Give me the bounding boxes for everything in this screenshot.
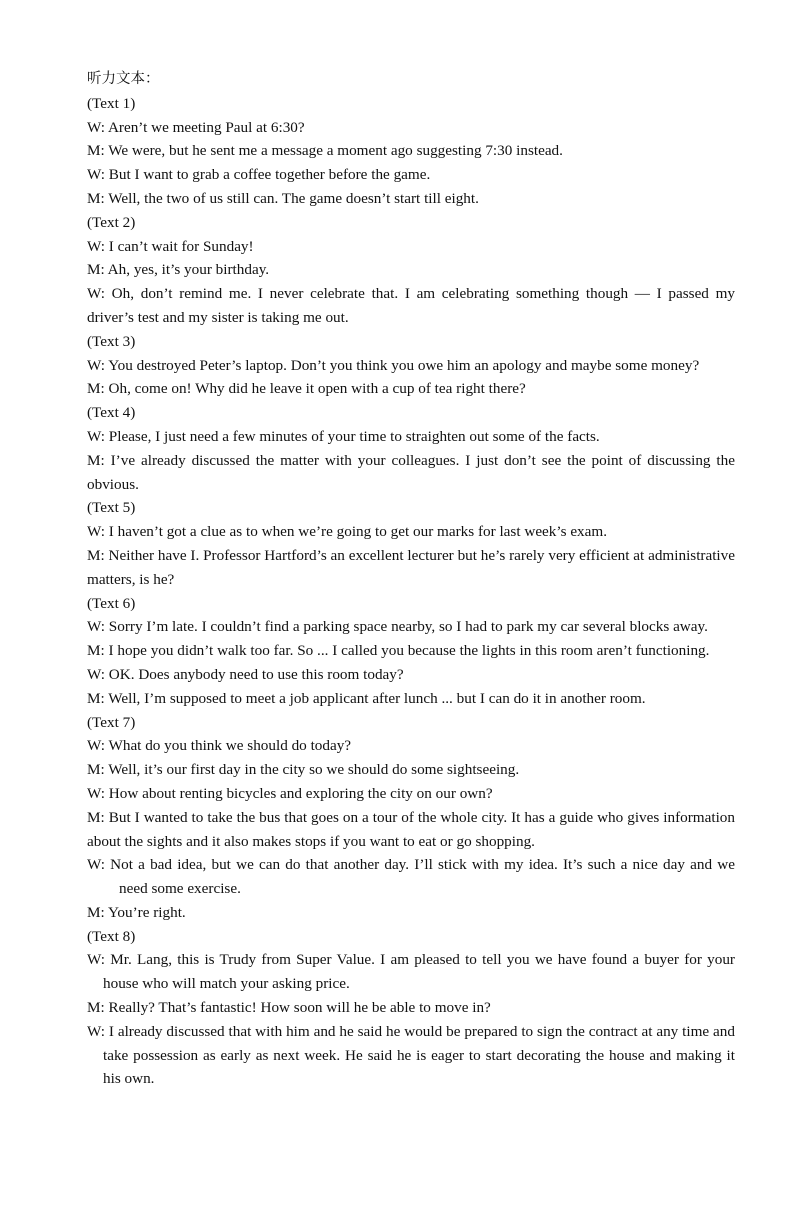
text-section-label: (Text 8) [87, 927, 136, 945]
text-section-label: (Text 1) [87, 94, 136, 112]
dialogue-line: M: Ah, yes, it’s your birthday. [87, 261, 270, 279]
dialogue-line: M: But I wanted to take the bus that goes on a tour of the whole city. It has a guide who gives information about the sights and it also makes stops if you want to eat or go shopping. [87, 808, 735, 850]
transcript-body [87, 92, 735, 1091]
dialogue-line: M: Neither have I. Professor Hartford’s an excellent lecturer but he’s rarely very efficient at administrative matters, is he? [87, 546, 735, 588]
dialogue-line: W: I can’t wait for Sunday! [87, 237, 254, 255]
transcript-page [87, 68, 735, 1091]
dialogue-line: W: Sorry I’m late. I couldn’t find a parking space nearby, so I had to park my car several blocks away. [87, 618, 708, 636]
dialogue-line: W: Not a bad idea, but we can do that another day. I’ll stick with my idea. It’s such a nice day and we need some exercise. [87, 856, 735, 898]
dialogue-line: W: Aren’t we meeting Paul at 6:30? [87, 118, 305, 136]
dialogue-line: W: You destroyed Peter’s laptop. Don’t you think you owe him an apology and maybe some money? [87, 356, 700, 374]
text-section-label: (Text 4) [87, 404, 136, 422]
text-section-label: (Text 7) [87, 713, 136, 731]
text-section-label: (Text 5) [87, 499, 136, 517]
dialogue-line: W: Mr. Lang, this is Trudy from Super Value. I am pleased to tell you we have found a buyer for your house who will match your asking price. [87, 951, 735, 993]
dialogue-line: M: Well, the two of us still can. The game doesn’t start till eight. [87, 189, 479, 207]
dialogue-line: W: I haven’t got a clue as to when we’re going to get our marks for last week’s exam. [87, 523, 608, 541]
dialogue-line: M: I’ve already discussed the matter with your colleagues. I just don’t see the point of discussing the obvious. [87, 451, 735, 493]
dialogue-line: M: Well, I’m supposed to meet a job applicant after lunch ... but I can do it in another room. [87, 689, 646, 707]
dialogue-line: W: Please, I just need a few minutes of your time to straighten out some of the facts. [87, 427, 600, 445]
dialogue-line: M: Really? That’s fantastic! How soon will he be able to move in? [87, 999, 491, 1017]
dialogue-line: M: Well, it’s our first day in the city so we should do some sightseeing. [87, 761, 520, 779]
text-section-label: (Text 2) [87, 213, 136, 231]
dialogue-line: W: How about renting bicycles and exploring the city on our own? [87, 784, 493, 802]
dialogue-line: W: Oh, don’t remind me. I never celebrate that. I am celebrating something though — I passed my driver’s test and my sister is taking me out. [87, 285, 735, 326]
dialogue-line: W: But I want to grab a coffee together before the game. [87, 166, 431, 184]
dialogue-line: M: Oh, come on! Why did he leave it open with a cup of tea right there? [87, 380, 526, 398]
dialogue-line: M: You’re right. [87, 903, 186, 921]
text-section-label: (Text 6) [87, 594, 136, 612]
page-title: 听力文本： [87, 71, 160, 87]
dialogue-line: W: I already discussed that with him and he said he would be prepared to sign the contract at any time and take possession as early as next week. He said he is eager to start decorating the house and making it his own. [87, 1022, 735, 1088]
dialogue-line: W: OK. Does anybody need to use this room today? [87, 665, 404, 683]
dialogue-line: M: We were, but he sent me a message a moment ago suggesting 7:30 instead. [87, 142, 563, 160]
dialogue-line: M: I hope you didn’t walk too far. So ... I called you because the lights in this room aren’t functioning. [87, 642, 710, 660]
text-section-label: (Text 3) [87, 332, 136, 350]
dialogue-line: W: What do you think we should do today? [87, 737, 352, 755]
